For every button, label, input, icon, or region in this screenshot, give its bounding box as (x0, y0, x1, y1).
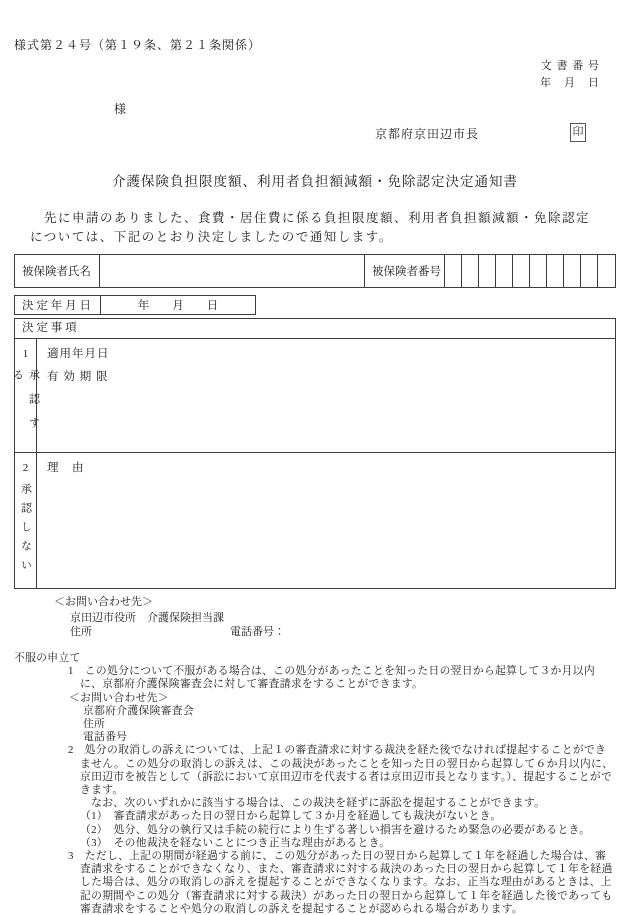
insured-name-label: 被保険者氏名 (15, 255, 100, 287)
appeal-contact-heading: ＜お問い合わせ先＞ (69, 691, 169, 704)
appeal-contact-phone-label: 電話番号 (83, 731, 128, 744)
insured-number-label: 被保険者番号 (365, 255, 445, 287)
decision-section-approve (11, 339, 615, 453)
insured-number-cell (462, 255, 479, 287)
appeal-heading: 不服の申立て (14, 652, 81, 664)
section-approve-body (37, 339, 615, 452)
appeal-section (14, 652, 616, 915)
insured-number-cell (513, 255, 530, 287)
city-contact-heading: ＜お問い合わせ先＞ (54, 596, 153, 608)
insured-number-cell (564, 255, 581, 287)
reason-label: 理 由 (47, 462, 85, 474)
decision-date-table (14, 295, 256, 315)
appeal-item-1: 1 この処分について不服がある場合は、この処分があったことを知った日の翌日から起算して３か月以内に、京都府介護保険審査会に対して審査請求をすることができます。 (68, 665, 595, 691)
insured-table (14, 254, 616, 288)
insured-name-value (100, 255, 365, 287)
valid-period-label: 有 効 期 限 (47, 371, 109, 383)
appeal-item-3: 3 ただし、上記の期間が経過する前に、この処分があった日の翌日から起算して１年を経過した場合は、審査請求をすることができなくなり、また、審査請求に対する裁決のあった日の翌日から起算して１年を経過した場合は、処分の取消しの訴えを提起することができなくなります。なお、正当な理由があるときは、上記の期間やこの処分（審査請求に対する裁決）があった日の翌日から起算して１年を経過した後であっても審査請求をすることや処分の取消しの訴えを提起することが認められる場合があります。 (68, 850, 613, 915)
appeal-item-2-note: なお、次のいずれかに該当する場合は、この裁決を経ずに訴訟を提起することができます。 (80, 797, 546, 810)
appeal-item-2-sub-3: （3） その他裁決を経ないことにつき正当な理由があるとき。 (80, 836, 391, 849)
section-number: 2 (22, 462, 29, 474)
section-approve-label: 承認する (11, 369, 40, 441)
section-number: 1 (22, 348, 29, 360)
appeal-contact-block (14, 692, 616, 745)
addressee-suffix: 様 (114, 102, 127, 116)
insured-number-cell (598, 255, 615, 287)
application-date-label: 適用年月日 (47, 348, 110, 360)
city-address-label: 住所 (70, 626, 92, 638)
city-phone-label: 電話番号： (230, 626, 285, 638)
insured-number-cell (530, 255, 547, 287)
section-deny-label: 承認しない (19, 483, 32, 578)
decision-date-label: 決 定 年 月 日 (15, 296, 101, 314)
sender-name: 京都府京田辺市長 (375, 127, 480, 141)
insured-number-cell (496, 255, 513, 287)
insured-number-cell (547, 255, 564, 287)
insured-number-cell (479, 255, 496, 287)
appeal-contact-address-label: 住所 (83, 718, 106, 731)
appeal-item-2: 2 処分の取消しの訴えについては、上記１の審査請求に対する裁決を経た後でなければ提起することができません。この処分の取消しの訴えは、この裁決があったことを知った日の翌日から起算して６か月以内に、京田辺市を被告として（訴訟において京田辺市を代表する者は京田辺市長となります。）、提起することができます。 (68, 744, 614, 797)
appeal-item-2-sub-2: （2） 処分、処分の執行又は手続の続行により生ずる著しい損害を避けるため緊急の必要があるとき。 (80, 823, 591, 836)
city-contact-address-row (14, 625, 616, 639)
form-number: 様式第２４号（第１９条、第２１条関係） (14, 38, 262, 52)
section-deny-side (15, 453, 37, 588)
decision-section-deny (15, 453, 615, 588)
intro-paragraph: 先に申請のありました、食費・居住費に係る負担限度額、利用者負担額減額・免除認定については、下記のとおり決定しましたので通知します。 (30, 211, 591, 244)
appeal-item-2-sub-1: （1） 審査請求があった日の翌日から起算して３か月を経過しても裁決がないとき。 (80, 810, 502, 823)
decision-date-value: 年 月 日 (137, 300, 219, 312)
doc-number-label: 文 書 番 号 (540, 60, 600, 72)
city-contact-office: 京田辺市役所 介護保険担当課 (70, 612, 224, 624)
section-deny-body (37, 453, 615, 588)
section-approve-side (11, 339, 40, 452)
seal-box: 印 (570, 123, 586, 142)
insured-number-cell (445, 255, 462, 287)
document-title: 介護保険負担限度額、利用者負担額減額・免除認定決定通知書 (112, 174, 518, 189)
decision-items-header: 決 定 事 項 (15, 319, 615, 339)
doc-number-date-block (14, 58, 616, 92)
sender-row (14, 123, 616, 143)
decision-items-table (11, 318, 616, 589)
insured-number-cell (581, 255, 598, 287)
doc-date-label: 年 月 日 (540, 77, 600, 89)
city-contact-block (14, 595, 616, 639)
appeal-contact-name: 京都府介護保険審査会 (83, 704, 194, 717)
